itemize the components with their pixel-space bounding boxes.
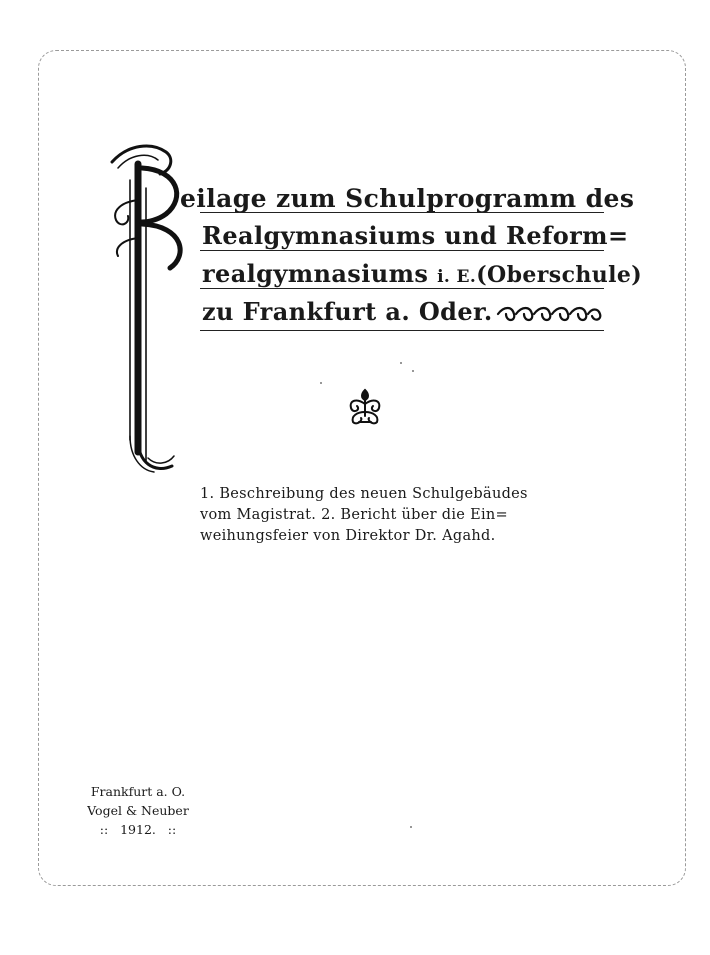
subtitle-line-1: 1. Beschreibung des neuen Schulgebäudes	[200, 486, 528, 502]
title-line-2: Realgymnasiums und Reform=	[202, 221, 629, 250]
title-rule-3	[200, 288, 604, 289]
title-line-3	[202, 259, 643, 288]
paper-speck	[320, 382, 322, 384]
subtitle-block	[200, 484, 540, 547]
imprint-year: :: 1912. ::	[99, 822, 177, 837]
imprint-block	[78, 782, 198, 839]
title-rule-2	[200, 250, 604, 251]
imprint-place: Frankfurt a. O.	[90, 784, 186, 799]
paper-speck	[400, 362, 402, 364]
imprint-publisher: Vogel & Neuber	[87, 803, 189, 818]
floral-ornament	[343, 386, 387, 426]
decorative-initial-b	[108, 140, 190, 480]
title-line-4: zu Frankfurt a. Oder.	[202, 297, 493, 326]
title-line-3-paren: (Oberschule)	[476, 262, 643, 288]
title-line-3-abbrev: i. E.	[437, 267, 477, 287]
subtitle-line-3: weihungsfeier von Direktor Dr. Agahd.	[200, 528, 496, 544]
title-line-3-main: realgymnasiums	[202, 259, 429, 288]
line-end-flourish	[494, 304, 604, 324]
title-rule-1	[200, 212, 604, 213]
title-rule-4	[200, 330, 604, 331]
title-line-1	[180, 186, 634, 211]
paper-speck	[410, 826, 412, 828]
title-line-1-text: eilage zum Schulprogramm des	[180, 184, 635, 213]
paper-speck	[412, 370, 414, 372]
subtitle-line-2: vom Magistrat. 2. Bericht über die Ein=	[200, 507, 508, 523]
